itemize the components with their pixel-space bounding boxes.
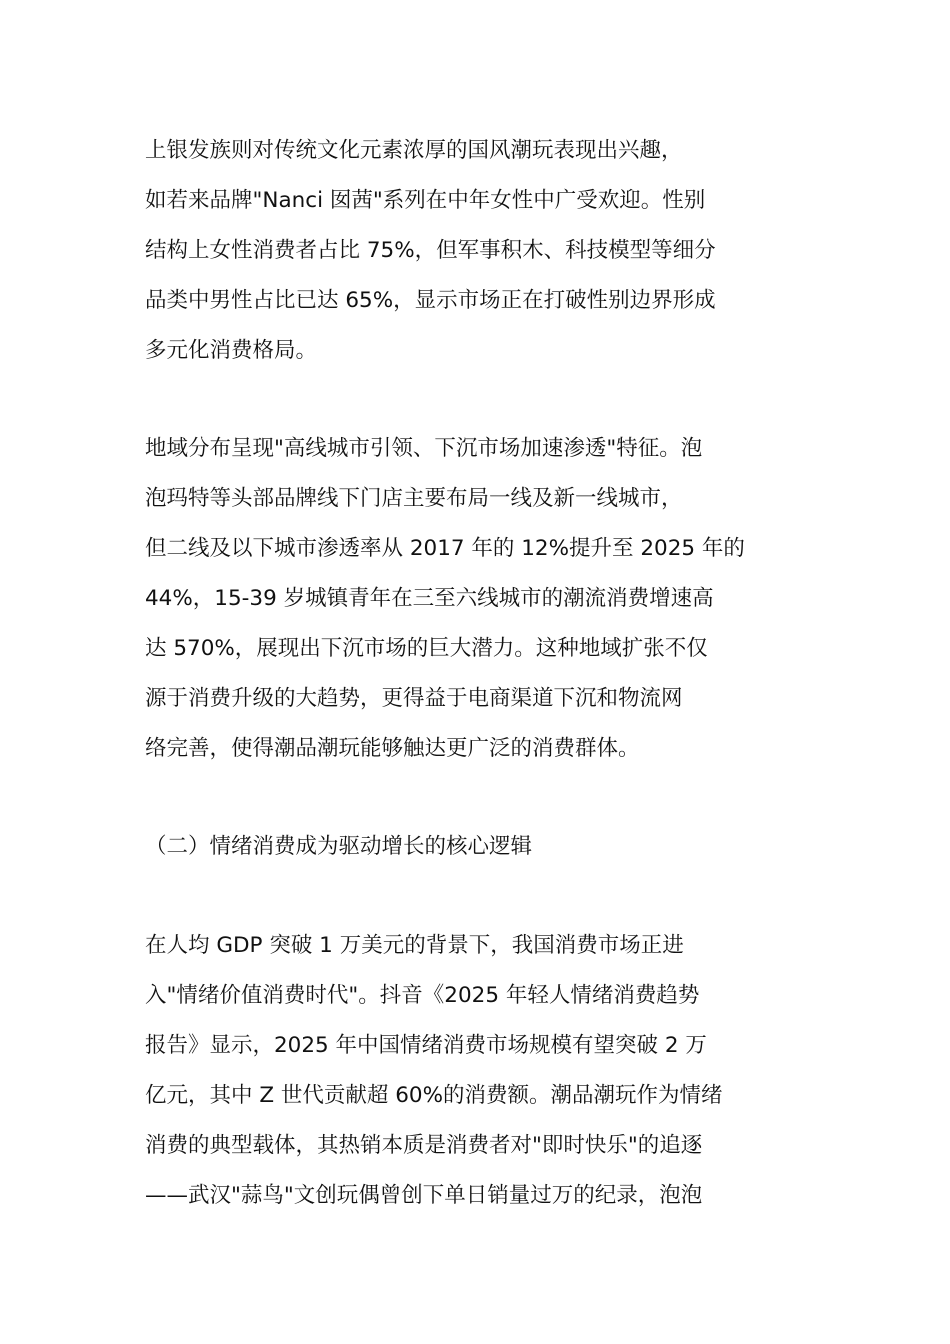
text-line: 但二线及以下城市渗透率从 2017 年的 12%提升至 2025 年的	[145, 536, 745, 561]
text-line: 源于消费升级的大趋势，更得益于电商渠道下沉和物流网	[145, 686, 683, 711]
text-line: 结构上女性消费者占比 75%，但军事积木、科技模型等细分	[145, 238, 716, 263]
text-line: 泡玛特等头部品牌线下门店主要布局一线及新一线城市，	[145, 486, 683, 511]
text-line: 达 570%，展现出下沉市场的巨大潜力。这种地域扩张不仅	[145, 636, 708, 661]
text-line: 在人均 GDP 突破 1 万美元的背景下，我国消费市场正进	[145, 933, 684, 958]
text-line: 消费的典型载体，其热销本质是消费者对"即时快乐"的追逐	[145, 1133, 703, 1158]
text-line: 亿元，其中 Z 世代贡献超 60%的消费额。潮品潮玩作为情绪	[145, 1083, 723, 1108]
text-line: 品类中男性占比已达 65%，显示市场正在打破性别边界形成	[145, 288, 716, 313]
text-line: 44%，15-39 岁城镇青年在三至六线城市的潮流消费增速高	[145, 586, 714, 611]
text-line: 报告》显示，2025 年中国情绪消费市场规模有望突破 2 万	[145, 1033, 707, 1058]
text-line: 地域分布呈现"高线城市引领、下沉市场加速渗透"特征。泡	[145, 436, 703, 461]
text-line: 多元化消费格局。	[145, 338, 318, 363]
text-line: ——武汉"蒜鸟"文创玩偶曾创下单日销量过万的纪录，泡泡	[145, 1183, 703, 1208]
text-line: 上银发族则对传统文化元素浓厚的国风潮玩表现出兴趣，	[145, 138, 683, 163]
text-line: 络完善，使得潮品潮玩能够触达更广泛的消费群体。	[145, 736, 640, 761]
text-line: 如若来品牌"Nanci 囡茜"系列在中年女性中广受欢迎。性别	[145, 188, 706, 213]
text-line: 入"情绪价值消费时代"。抖音《2025 年轻人情绪消费趋势	[145, 983, 700, 1008]
section-heading: （二）情绪消费成为驱动增长的核心逻辑	[145, 834, 533, 859]
